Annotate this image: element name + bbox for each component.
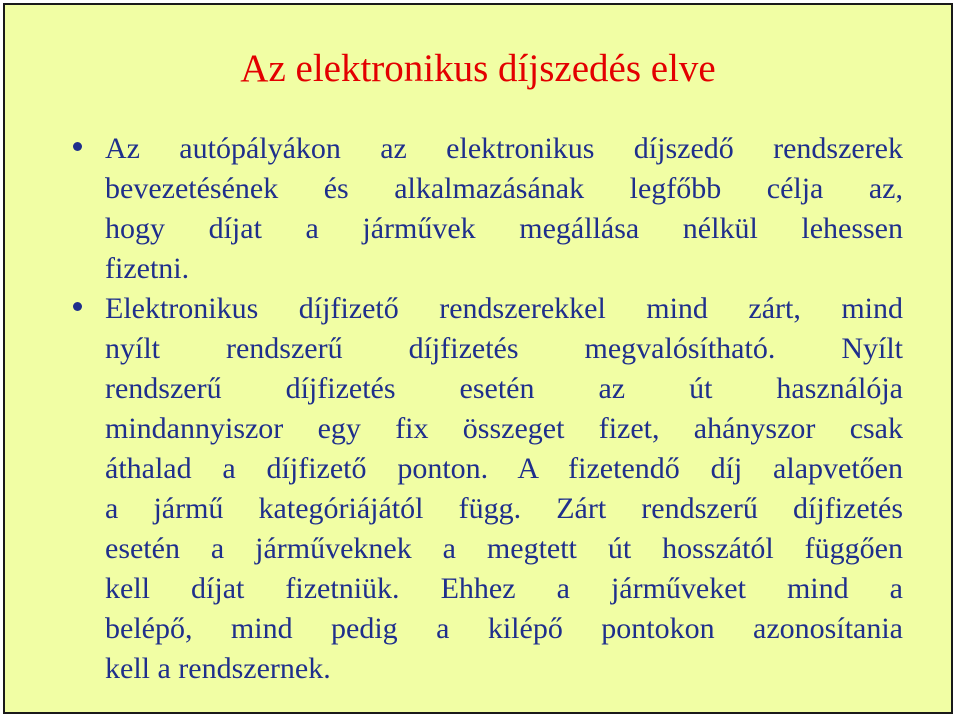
bullet-item-purpose xyxy=(73,129,903,289)
bullet-dot-icon xyxy=(73,302,82,311)
slide xyxy=(3,3,953,714)
text-line: fizetni. xyxy=(105,252,190,285)
text-line: bevezetésének és alkalmazásának legfőbb célja az, xyxy=(105,172,903,205)
slide-title: Az elektronikus díjszedés elve xyxy=(240,47,716,90)
bullet-item-systems xyxy=(73,289,903,689)
text-line: rendszerű díjfizetés esetén az út használója xyxy=(105,372,903,405)
bullet-dot-icon xyxy=(73,142,82,151)
bullet-text xyxy=(105,129,903,289)
text-line: hogy díjat a járművek megállása nélkül lehessen xyxy=(105,212,903,245)
text-line: áthalad a díjfizető ponton. A fizetendő díj alapvetően xyxy=(105,452,903,485)
text-line: Az autópályákon az elektronikus díjszedő rendszerek xyxy=(105,132,903,165)
text-line: kell a rendszernek. xyxy=(105,652,331,685)
bullet-text xyxy=(105,289,903,689)
text-line: Elektronikus díjfizető rendszerekkel mind zárt, mind xyxy=(105,292,903,325)
bullet-list xyxy=(73,129,903,689)
text-line: mindannyiszor egy fix összeget fizet, ahányszor csak xyxy=(105,412,903,445)
text-line: esetén a járműveknek a megtett út hosszától függően xyxy=(105,532,903,565)
text-line: kell díjat fizetniük. Ehhez a járműveket mind a xyxy=(105,572,903,605)
text-line: belépő, mind pedig a kilépő pontokon azonosítania xyxy=(105,612,903,645)
text-line: a jármű kategóriájától függ. Zárt rendszerű díjfizetés xyxy=(105,492,903,525)
text-line: nyílt rendszerű díjfizetés megvalósítható. Nyílt xyxy=(105,332,903,365)
